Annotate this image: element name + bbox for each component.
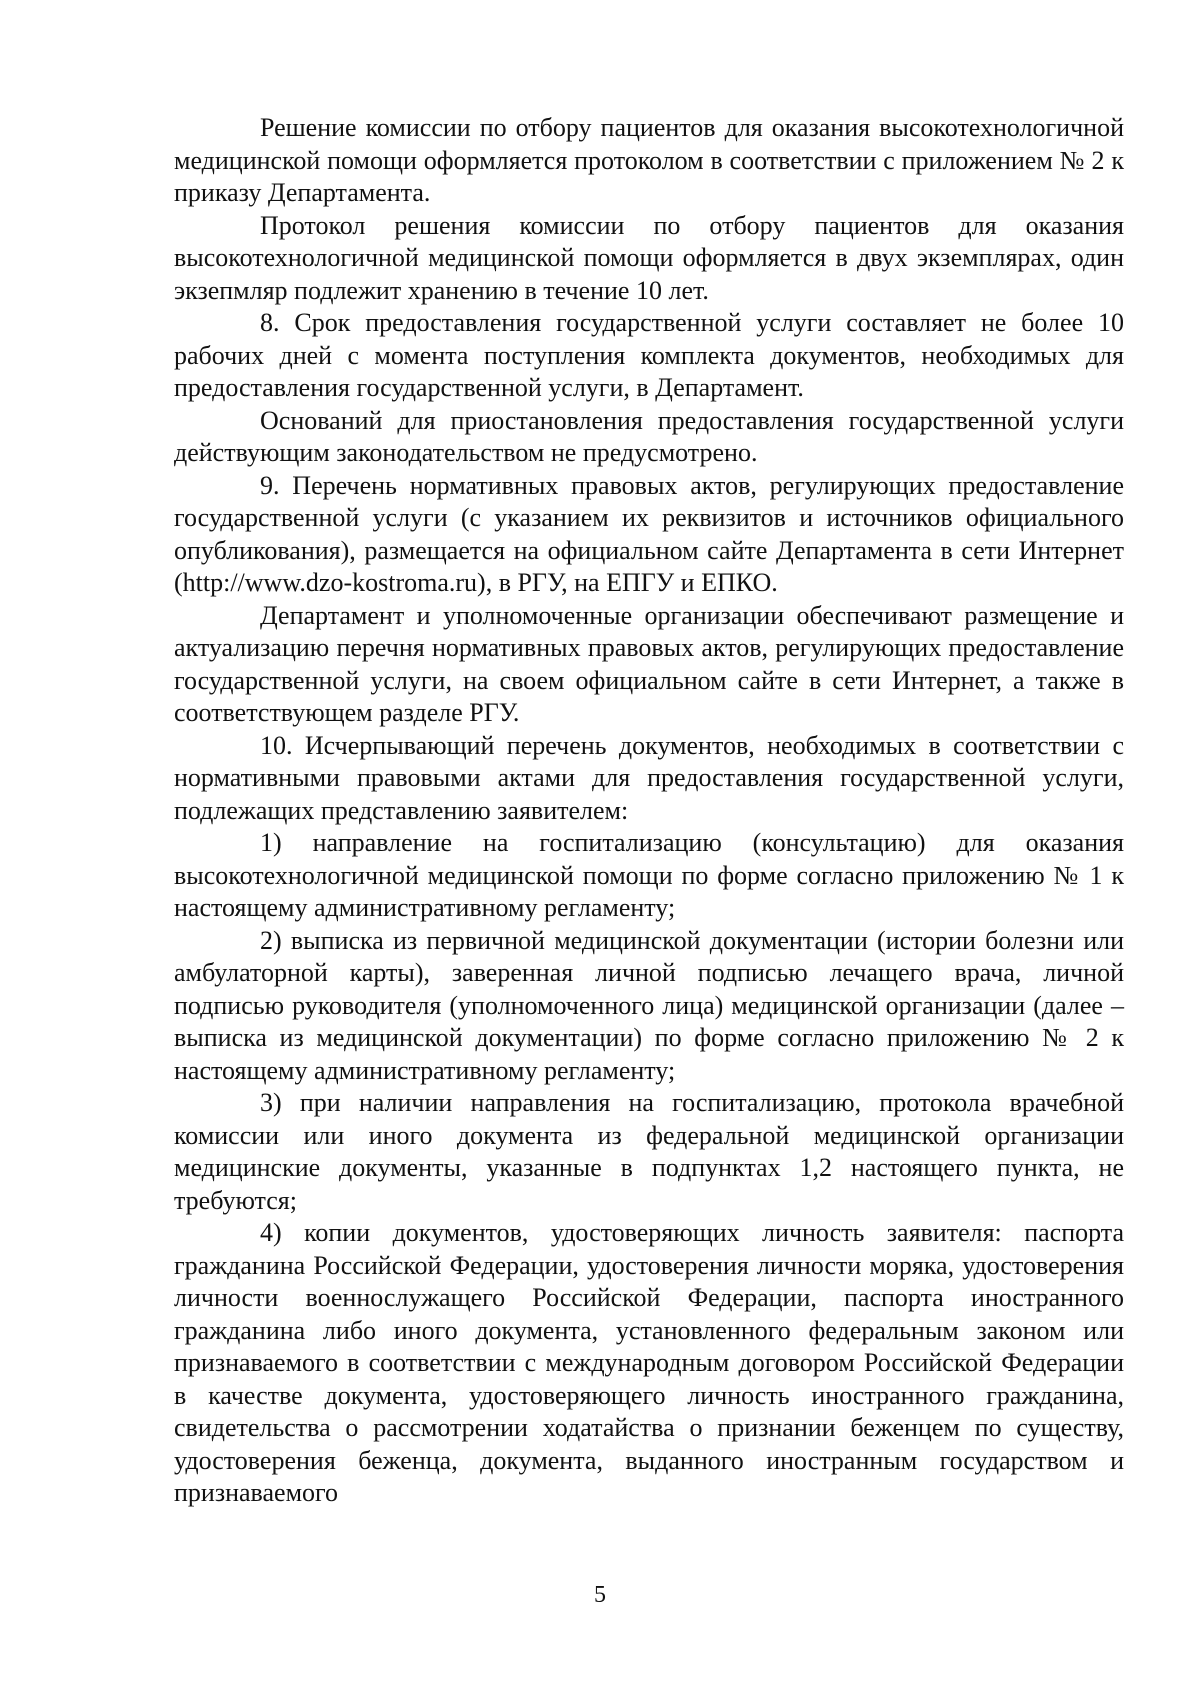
page-number: 5 — [594, 1582, 606, 1608]
paragraph-item-9-legal-acts: 9. Перечень нормативных правовых актов, регулирующих предоставление государственной услуги (с указанием их реквизитов и источников официального опубликования), размещается на официальном сайте Департамента в сети Интернет (http://www.dzo-kostroma.ru), в РГУ, на ЕПГУ и ЕПКО. — [174, 470, 1124, 597]
paragraph-subitem-3-not-required: 3) при наличии направления на госпитализацию, протокола врачебной комиссии или иного документа из федеральной медицинской организации медицинские документы, указанные в подпунктах 1,2 настоящего пункта, не требуются; — [174, 1088, 1124, 1215]
paragraph-item-8-term: 8. Срок предоставления государственной услуги составляет не более 10 рабочих дней с момента поступления комплекта документов, необходимых для предоставления государственной услуги, в Департамент. — [174, 308, 1124, 402]
paragraph-subitem-1-referral: 1) направление на госпитализацию (консультацию) для оказания высокотехнологичной медицинской помощи по форме согласно приложению № 1 к настоящему административному регламенту; — [174, 828, 1124, 922]
paragraph-no-suspension: Оснований для приостановления предоставления государственной услуги действующим законодательством не предусмотрено. — [174, 405, 1124, 467]
paragraph-subitem-4-identity-copies: 4) копии документов, удостоверяющих личность заявителя: паспорта гражданина Российской Федерации, удостоверения личности моряка, удостоверения личности военнослужащего Российской Федерации, паспорта иностранного гражданина либо иного документа, установленного федеральным законом или признаваемого в соответствии с международным договором Российской Федерации в качестве документа, удостоверяющего личность иностранного гражданина, свидетельства о рассмотрении ходатайства о признании беженцем по существу, удостоверения беженца, документа, выданного иностранным государством и признаваемого — [174, 1218, 1124, 1507]
paragraph-department-publishing: Департамент и уполномоченные организации обеспечивают размещение и актуализацию перечня нормативных правовых актов, регулирующих предоставление государственной услуги, на своем официальном сайте в сети Интернет, а также в соответствующем разделе РГУ. — [174, 600, 1124, 727]
paragraph-commission-decision: Решение комиссии по отбору пациентов для оказания высокотехнологичной медицинской помощи оформляется протоколом в соответствии с приложением № 2 к приказу Департамента. — [174, 113, 1124, 207]
document-body — [174, 112, 1124, 1510]
paragraph-subitem-2-extract: 2) выписка из первичной медицинской документации (истории болезни или амбулаторной карты), заверенная личной подписью лечащего врача, личной подписью руководителя (уполномоченного лица) медицинской организации (далее – выписка из медицинской документации) по форме согласно приложению № 2 к настоящему административному регламенту; — [174, 925, 1124, 1085]
paragraph-item-10-documents: 10. Исчерпывающий перечень документов, необходимых в соответствии с нормативными правовыми актами для предоставления государственной услуги, подлежащих представлению заявителем: — [174, 730, 1124, 825]
paragraph-protocol-copies: Протокол решения комиссии по отбору пациентов для оказания высокотехнологичной медицинской помощи оформляется в двух экземплярах, один экзепмляр подлежит хранению в течение 10 лет. — [174, 210, 1124, 305]
